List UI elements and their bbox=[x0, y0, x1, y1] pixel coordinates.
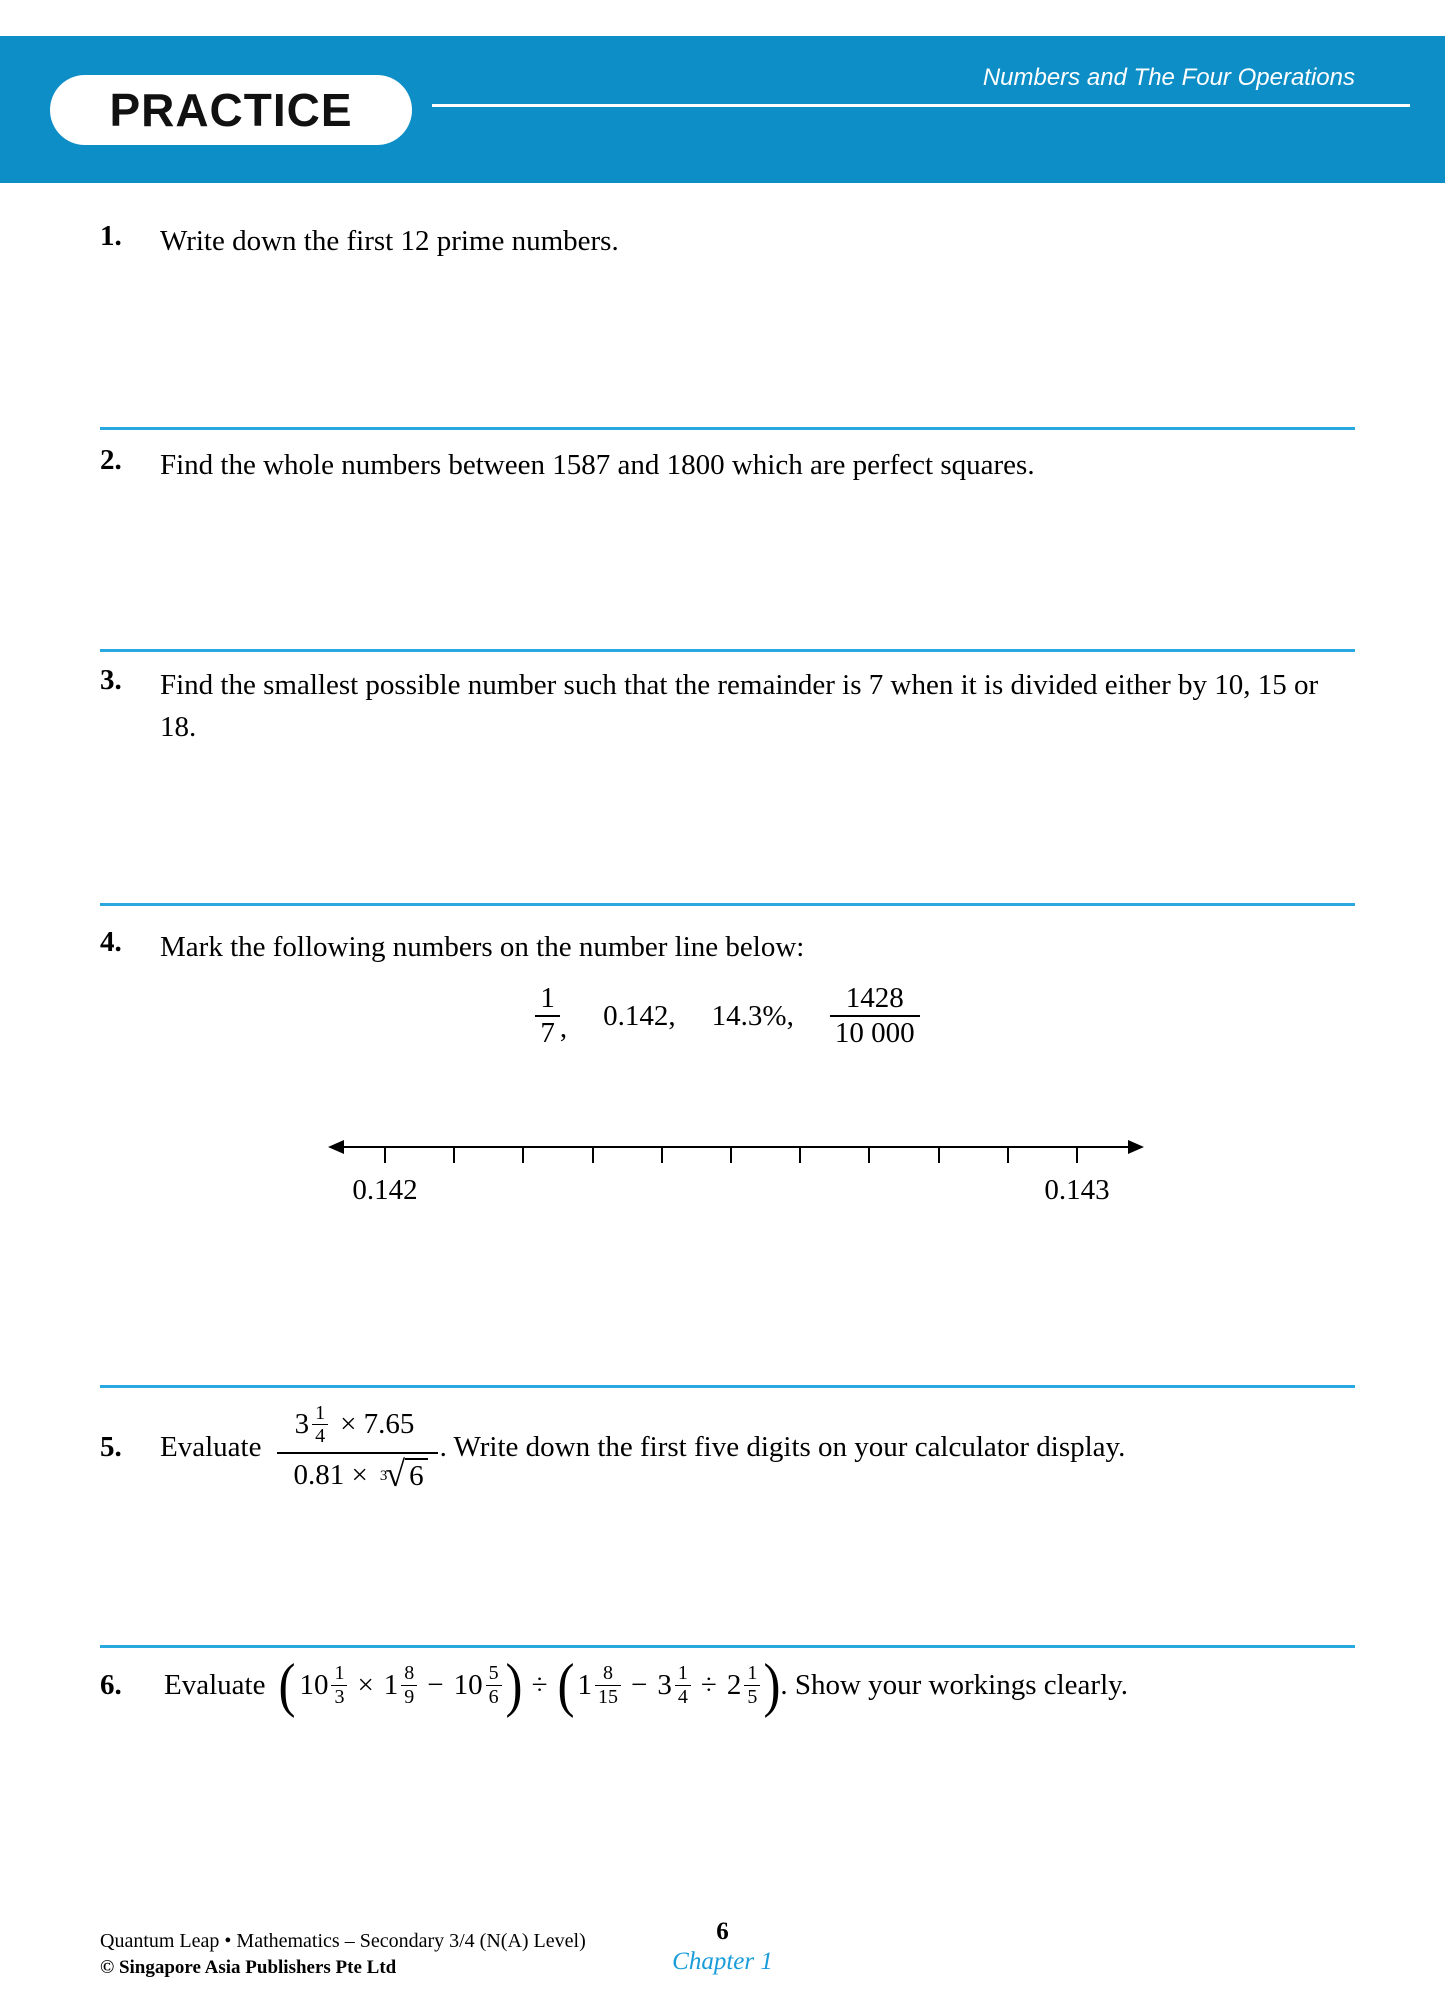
fraction-part bbox=[595, 1662, 621, 1708]
value-decimal: 0.142, bbox=[603, 999, 676, 1032]
section-divider bbox=[100, 427, 1355, 430]
question-4-number: 4. bbox=[100, 926, 122, 958]
root-index: 3 bbox=[379, 1467, 388, 1484]
header-underline bbox=[432, 104, 1410, 107]
imprint-line1: Quantum Leap • Mathematics – Secondary 3/4 (N(A) Level) bbox=[100, 1930, 586, 1952]
section-divider bbox=[100, 1385, 1355, 1388]
tick-mark bbox=[1076, 1147, 1078, 1163]
fraction-numerator: 1 bbox=[677, 1662, 688, 1685]
number-line bbox=[330, 1128, 1142, 1214]
fraction-denominator: 5 bbox=[744, 1685, 760, 1708]
operand: 0.81 × bbox=[293, 1459, 368, 1492]
mixed-number bbox=[578, 1662, 622, 1708]
fraction-numerator: 8 bbox=[603, 1662, 614, 1685]
fraction-denominator: 9 bbox=[401, 1685, 417, 1708]
question-4-text: Mark the following numbers on the number line below: bbox=[160, 931, 805, 963]
whole-part: 3 bbox=[657, 1668, 672, 1701]
question-1-text: Write down the first 12 prime numbers. bbox=[160, 225, 619, 257]
whole-part: 1 bbox=[577, 1668, 593, 1701]
question-4 bbox=[100, 926, 1355, 968]
fraction-numerator: 1428 bbox=[845, 982, 904, 1014]
q5-big-fraction bbox=[277, 1398, 437, 1498]
section-divider bbox=[100, 1645, 1355, 1648]
tick-mark bbox=[730, 1147, 732, 1163]
tick-mark bbox=[384, 1147, 386, 1163]
question-2 bbox=[100, 444, 1355, 486]
fraction-1428-10000 bbox=[830, 982, 920, 1051]
fraction-denominator: 6 bbox=[486, 1685, 502, 1708]
fraction-part bbox=[401, 1662, 417, 1708]
question-6-tail: . Show your workings clearly. bbox=[780, 1668, 1128, 1701]
operator-divide: ÷ bbox=[531, 1668, 548, 1701]
operator: × 7.65 bbox=[340, 1408, 415, 1441]
fraction-denominator: 7 bbox=[535, 1015, 560, 1050]
chapter-label: Chapter 1 bbox=[672, 1948, 773, 1975]
big-fraction-denominator bbox=[277, 1452, 437, 1498]
fraction-one-seventh bbox=[535, 982, 560, 1051]
cube-root bbox=[379, 1453, 428, 1494]
operator-minus: − bbox=[427, 1668, 444, 1701]
tick-mark bbox=[1007, 1147, 1009, 1163]
question-1-number: 1. bbox=[100, 220, 122, 252]
right-paren: ) bbox=[505, 1652, 523, 1718]
radical-sign-icon: √ bbox=[385, 1453, 406, 1494]
imprint bbox=[100, 1928, 586, 1981]
fraction-numerator: 8 bbox=[404, 1662, 415, 1685]
tick-mark bbox=[868, 1147, 870, 1163]
left-paren: ( bbox=[557, 1652, 575, 1718]
tick-mark bbox=[592, 1147, 594, 1163]
tick-mark bbox=[938, 1147, 940, 1163]
fraction-denominator: 4 bbox=[312, 1424, 328, 1447]
fraction-part bbox=[486, 1662, 502, 1708]
whole-part: 10 bbox=[453, 1668, 483, 1701]
question-2-text: Find the whole numbers between 1587 and 1800 which are perfect squares. bbox=[160, 449, 1035, 481]
tick-mark bbox=[522, 1147, 524, 1163]
question-6-lead: Evaluate bbox=[164, 1668, 266, 1701]
value-percent: 14.3%, bbox=[711, 999, 794, 1032]
right-paren: ) bbox=[763, 1652, 781, 1718]
section-divider bbox=[100, 903, 1355, 906]
question-3 bbox=[100, 664, 1355, 748]
numberline-label-right: 0.143 bbox=[1044, 1174, 1110, 1206]
numberline-label-left: 0.142 bbox=[352, 1174, 418, 1206]
mixed-number bbox=[384, 1662, 418, 1708]
numberline-right-arrow-icon bbox=[1128, 1140, 1144, 1154]
section-title: Numbers and The Four Operations bbox=[982, 64, 1355, 91]
tick-mark bbox=[453, 1147, 455, 1163]
section-divider bbox=[100, 649, 1355, 652]
q4-values-line bbox=[100, 982, 1355, 1051]
mixed-number bbox=[727, 1662, 761, 1708]
practice-badge bbox=[50, 75, 412, 145]
mixed-number bbox=[454, 1662, 502, 1708]
question-5-number: 5. bbox=[100, 1431, 122, 1464]
fraction-denominator: 4 bbox=[675, 1685, 691, 1708]
footer-center bbox=[672, 1918, 773, 1976]
fraction-denominator: 15 bbox=[595, 1685, 621, 1708]
whole-part: 10 bbox=[299, 1668, 329, 1701]
operator-minus: − bbox=[631, 1668, 648, 1701]
question-3-number: 3. bbox=[100, 664, 122, 696]
operator-multiply: × bbox=[357, 1668, 374, 1701]
fraction-part bbox=[744, 1662, 760, 1708]
fraction-part bbox=[331, 1662, 347, 1708]
left-paren: ( bbox=[278, 1652, 296, 1718]
fraction-numerator: 5 bbox=[488, 1662, 499, 1685]
big-fraction-numerator bbox=[285, 1398, 431, 1452]
imprint-line2: © Singapore Asia Publishers Pte Ltd bbox=[100, 1957, 397, 1978]
fraction-part bbox=[312, 1402, 328, 1448]
fraction-numerator: 1 bbox=[315, 1402, 326, 1424]
fraction-part bbox=[675, 1662, 691, 1708]
question-5-lead: Evaluate bbox=[160, 1431, 262, 1464]
practice-label: PRACTICE bbox=[109, 83, 353, 136]
fraction-numerator: 1 bbox=[747, 1662, 758, 1685]
fraction-denominator: 3 bbox=[331, 1685, 347, 1708]
question-5-tail: . Write down the first five digits on your calculator display. bbox=[439, 1431, 1126, 1464]
operator-divide: ÷ bbox=[700, 1668, 717, 1701]
whole-part: 3 bbox=[294, 1408, 310, 1441]
mixed-number bbox=[295, 1402, 329, 1448]
page-number: 6 bbox=[716, 1918, 729, 1945]
page-header-band bbox=[0, 36, 1445, 183]
tick-mark bbox=[799, 1147, 801, 1163]
fraction-numerator: 1 bbox=[540, 982, 555, 1014]
radicand: 6 bbox=[405, 1458, 428, 1493]
question-2-number: 2. bbox=[100, 444, 122, 476]
question-6 bbox=[100, 1652, 1355, 1718]
numberline-ticks bbox=[385, 1147, 1077, 1164]
fraction-denominator: 10 000 bbox=[830, 1015, 920, 1050]
fraction-numerator: 1 bbox=[334, 1662, 345, 1685]
whole-part: 2 bbox=[726, 1668, 742, 1701]
whole-part: 1 bbox=[383, 1668, 399, 1701]
question-1 bbox=[100, 220, 1355, 262]
separator-comma: , bbox=[559, 1011, 568, 1044]
fraction-one-seventh-group bbox=[535, 982, 567, 1051]
question-5 bbox=[100, 1398, 1355, 1498]
question-6-number: 6. bbox=[100, 1668, 122, 1701]
question-3-text: Find the smallest possible number such that the remainder is 7 when it is divided either by 10, 15 or 18. bbox=[160, 669, 1319, 744]
mixed-number bbox=[299, 1662, 347, 1708]
tick-mark bbox=[661, 1147, 663, 1163]
mixed-number bbox=[657, 1662, 691, 1708]
